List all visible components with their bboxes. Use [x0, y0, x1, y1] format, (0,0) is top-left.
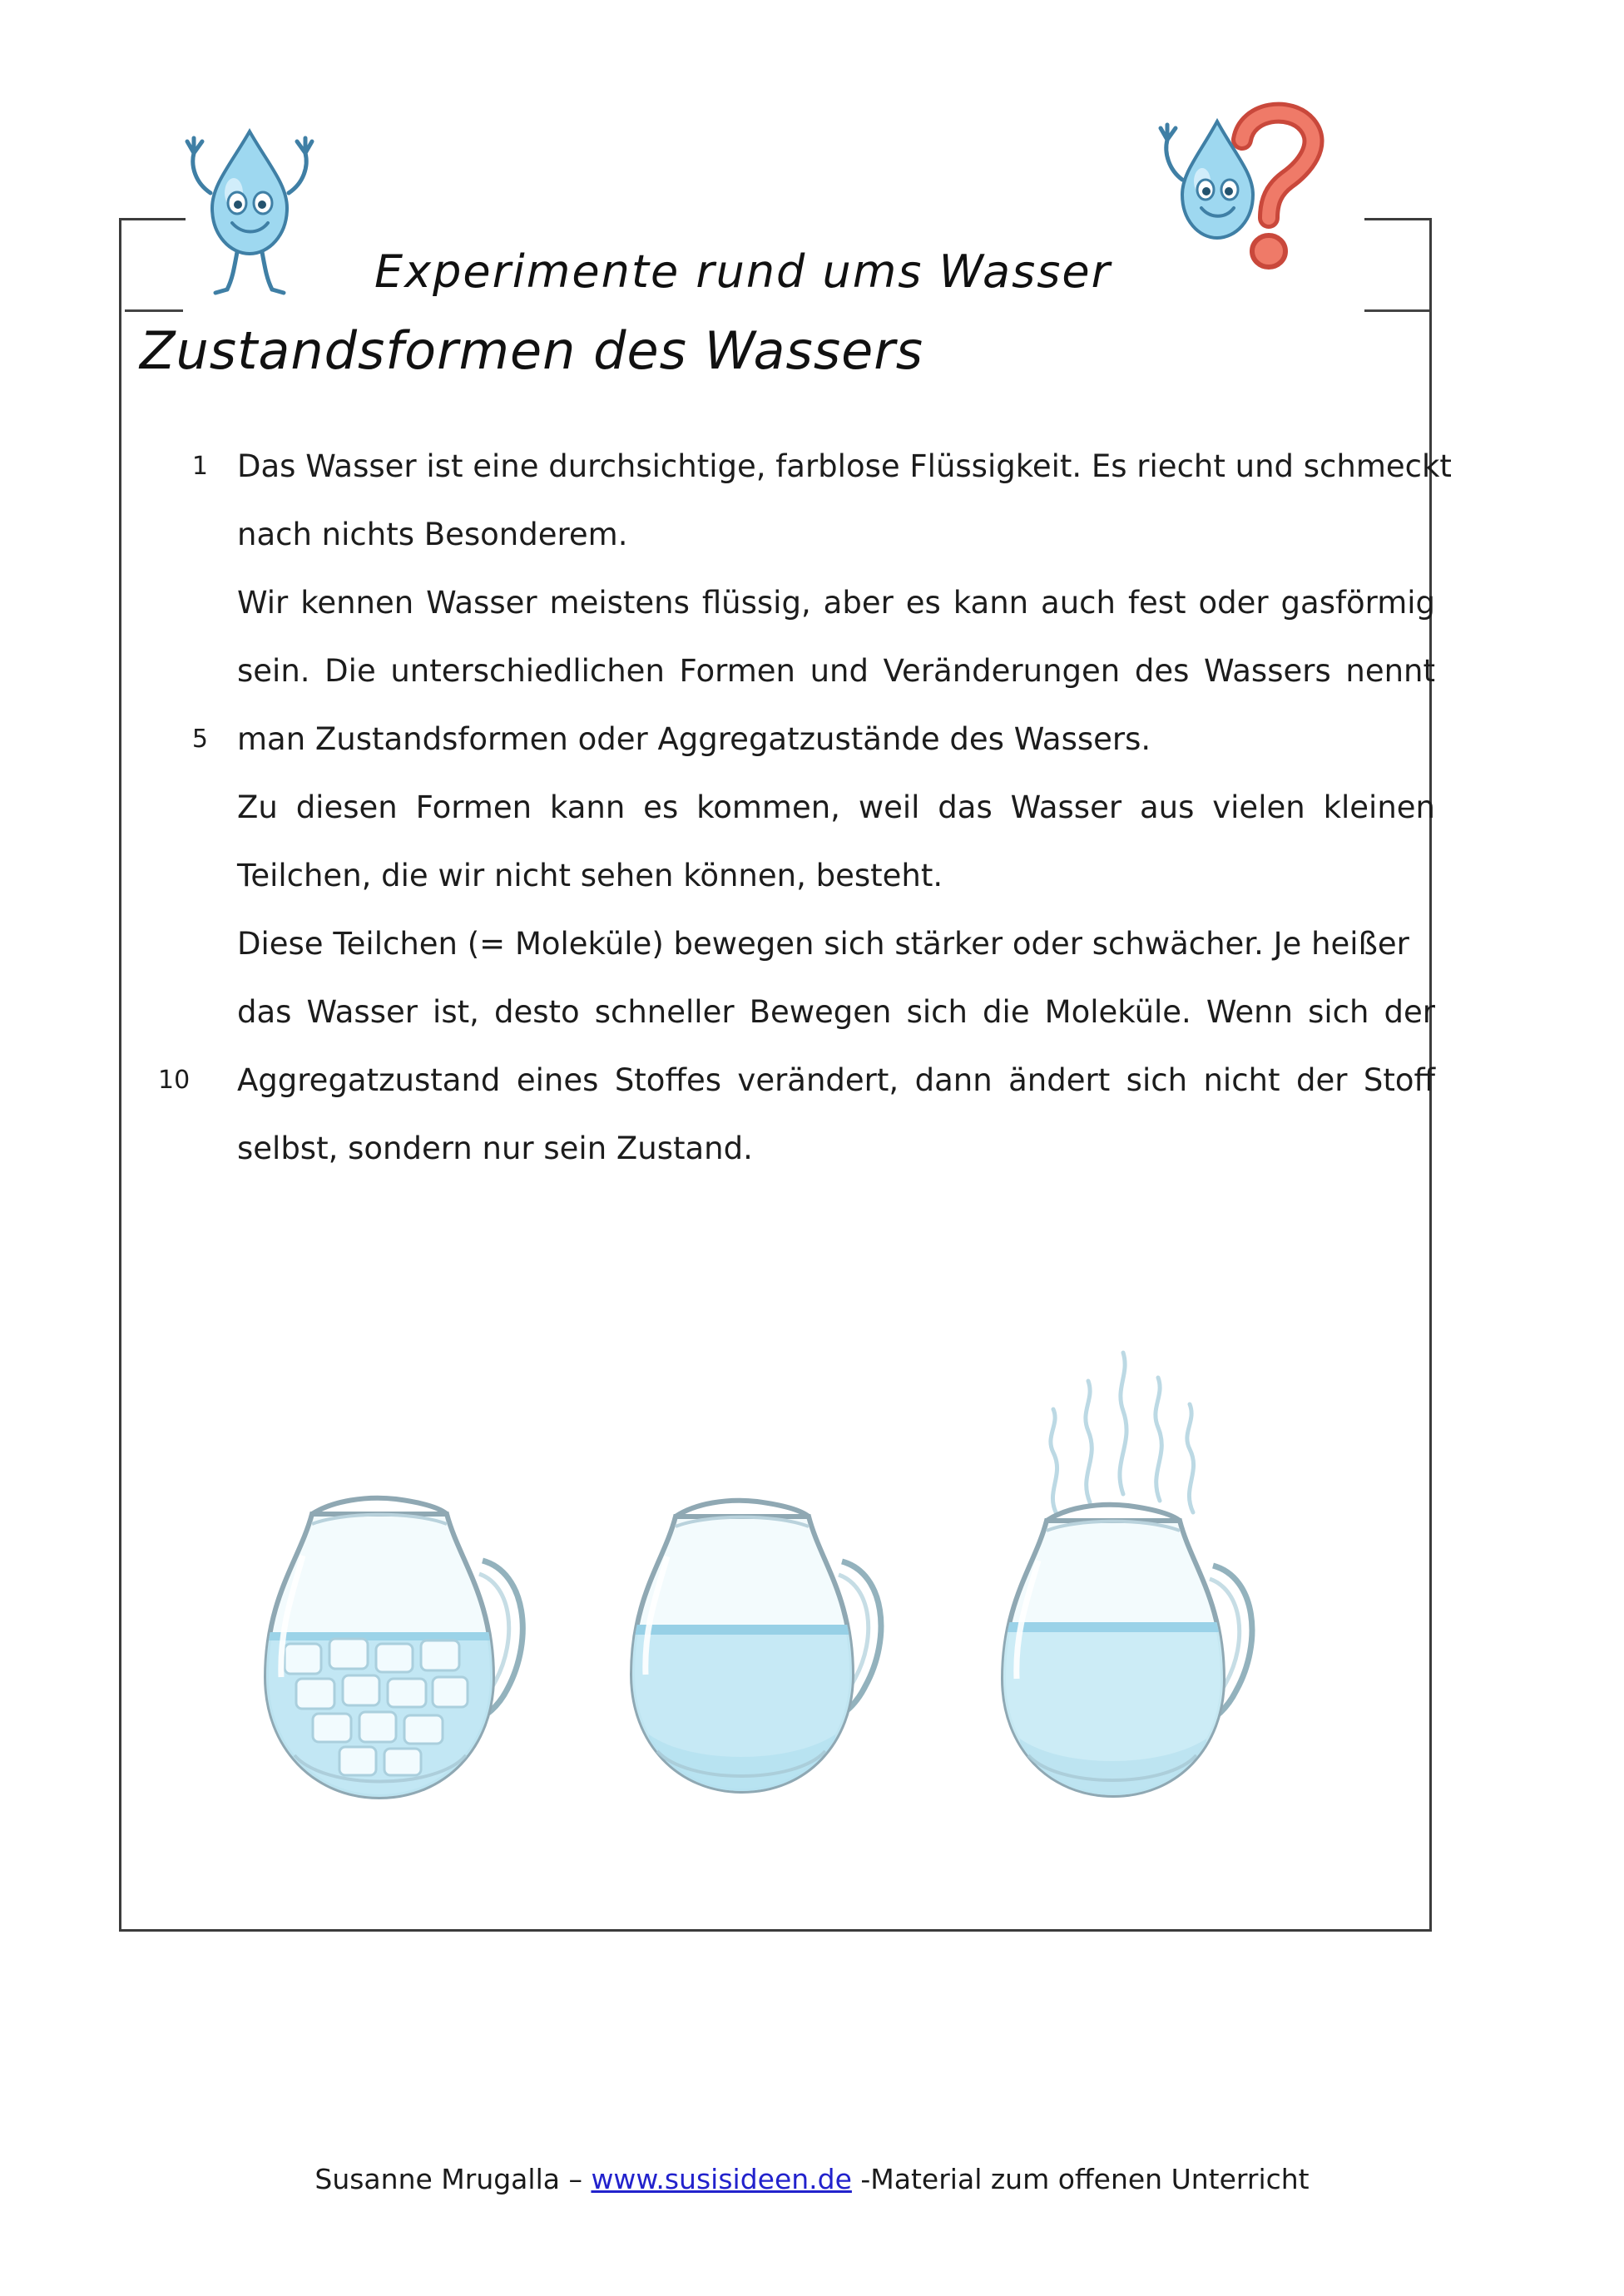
line-text: sein. Die unterschiedlichen Formen und Veränderungen des Wassers nennt [237, 653, 1435, 689]
line-text: nach nichts Besonderem. [237, 517, 628, 552]
content-frame-top-left [119, 218, 186, 220]
text-line [237, 978, 1435, 1047]
line-text: Diese Teilchen (= Moleküle) bewegen sich stärker oder schwächer. Je heißer [237, 926, 1409, 962]
line-number: 5 [191, 725, 208, 754]
text-line [158, 1047, 1435, 1115]
text-line [237, 501, 1435, 569]
text-line [191, 433, 1452, 501]
jug-with-ice-cubes [233, 1481, 532, 1847]
line-number: 10 [158, 1066, 191, 1095]
text-line [237, 842, 1435, 910]
text-line [237, 637, 1435, 705]
line-text: man Zustandsformen oder Aggregatzustände des Wassers. [237, 721, 1151, 757]
steam-icon [1051, 1353, 1194, 1514]
text-line [191, 705, 1435, 774]
footer-author: Susanne Mrugalla – [314, 2163, 592, 2195]
line-text: Teilchen, die wir nicht sehen können, besteht. [237, 858, 943, 893]
text-line [237, 569, 1435, 637]
line-text: Aggregatzustand eines Stoffes verändert, dann ändert sich nicht der Stoff [237, 1062, 1435, 1098]
text-line [237, 1115, 1435, 1183]
text-line [237, 774, 1435, 842]
footer-suffix: -Material zum offenen Unterricht [851, 2163, 1310, 2195]
content-frame-top-right [1364, 218, 1432, 220]
jug-with-steam [957, 1306, 1290, 1847]
line-text: Das Wasser ist eine durchsichtige, farblose Flüssigkeit. Es riecht und schmeckt [237, 448, 1452, 484]
worksheet-heading: Zustandsformen des Wassers [140, 320, 924, 381]
line-number: 1 [191, 452, 208, 481]
footer [0, 2163, 1624, 2195]
page-title: Experimente rund ums Wasser [374, 245, 1112, 298]
jug-with-water [599, 1485, 890, 1843]
line-text: selbst, sondern nur sein Zustand. [237, 1131, 753, 1166]
worksheet-text [158, 433, 1452, 1183]
line-text: Wir kennen Wasser meistens flüssig, aber es kann auch fest oder gasförmig [237, 585, 1435, 621]
illustration-group [200, 1198, 1364, 1863]
footer-link[interactable]: www.susisideen.de [591, 2163, 852, 2195]
line-text: Zu diesen Formen kann es kommen, weil das Wasser aus vielen kleinen [237, 789, 1435, 825]
line-text: das Wasser ist, desto schneller Bewegen sich die Moleküle. Wenn sich der [237, 994, 1435, 1030]
text-line [237, 910, 1435, 978]
